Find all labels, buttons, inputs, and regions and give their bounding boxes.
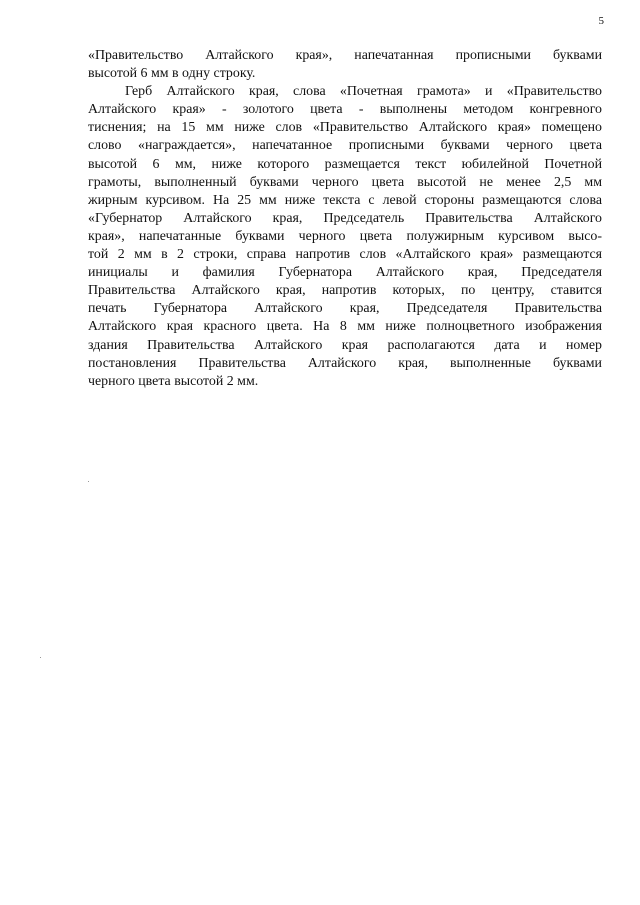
text-line: высотой 6 мм, ниже которого размещается текст юбилейной Почетной [88,156,602,172]
paragraph-2 [88,83,602,391]
text-line: черного цвета высотой 2 мм. [88,373,259,389]
text-line: инициалы и фамилия Губернатора Алтайского края, Председателя [88,265,602,281]
text-line: тиснения; на 15 мм ниже слов «Правительство Алтайского края» помещено [88,120,602,136]
text-line: «Губернатор Алтайского края, Председатель Правительства Алтайского [88,210,602,226]
text-line: жирным курсивом. На 25 мм ниже текста с левой стороны размещаются слова [88,192,602,208]
text-line: грамоты, выполненный буквами черного цвета высотой не менее 2,5 мм [88,174,602,190]
scan-speck [40,657,41,658]
text-line: Правительства Алтайского края, напротив которых, по центру, ставится [88,283,602,299]
text-line: высотой 6 мм в одну строку. [88,66,256,82]
text-line: той 2 мм в 2 строки, справа напротив слов «Алтайского края» размещаются [88,247,602,263]
text-line: здания Правительства Алтайского края располагаются дата и номер [88,337,602,353]
scan-speck [88,481,89,482]
text-line: слово «награждается», напечатанное прописными буквами черного цвета [88,138,602,154]
text-line: края», напечатанные буквами черного цвета полужирным курсивом высо- [88,228,602,244]
text-line: Герб Алтайского края, слова «Почетная грамота» и «Правительство [125,84,602,100]
text-line: печать Губернатора Алтайского края, Председателя Правительства [88,301,602,317]
text-line: Алтайского края» - золотого цвета - выполнены методом конгревного [88,102,602,118]
text-line: постановления Правительства Алтайского края, выполненные буквами [88,355,602,371]
document-body [88,47,602,391]
paragraph-1 [88,47,602,83]
text-line: «Правительство Алтайского края», напечатанная прописными буквами [88,48,602,63]
text-line: Алтайского края красного цвета. На 8 мм ниже полноцветного изображения [88,319,602,335]
page-number: 5 [598,15,604,27]
